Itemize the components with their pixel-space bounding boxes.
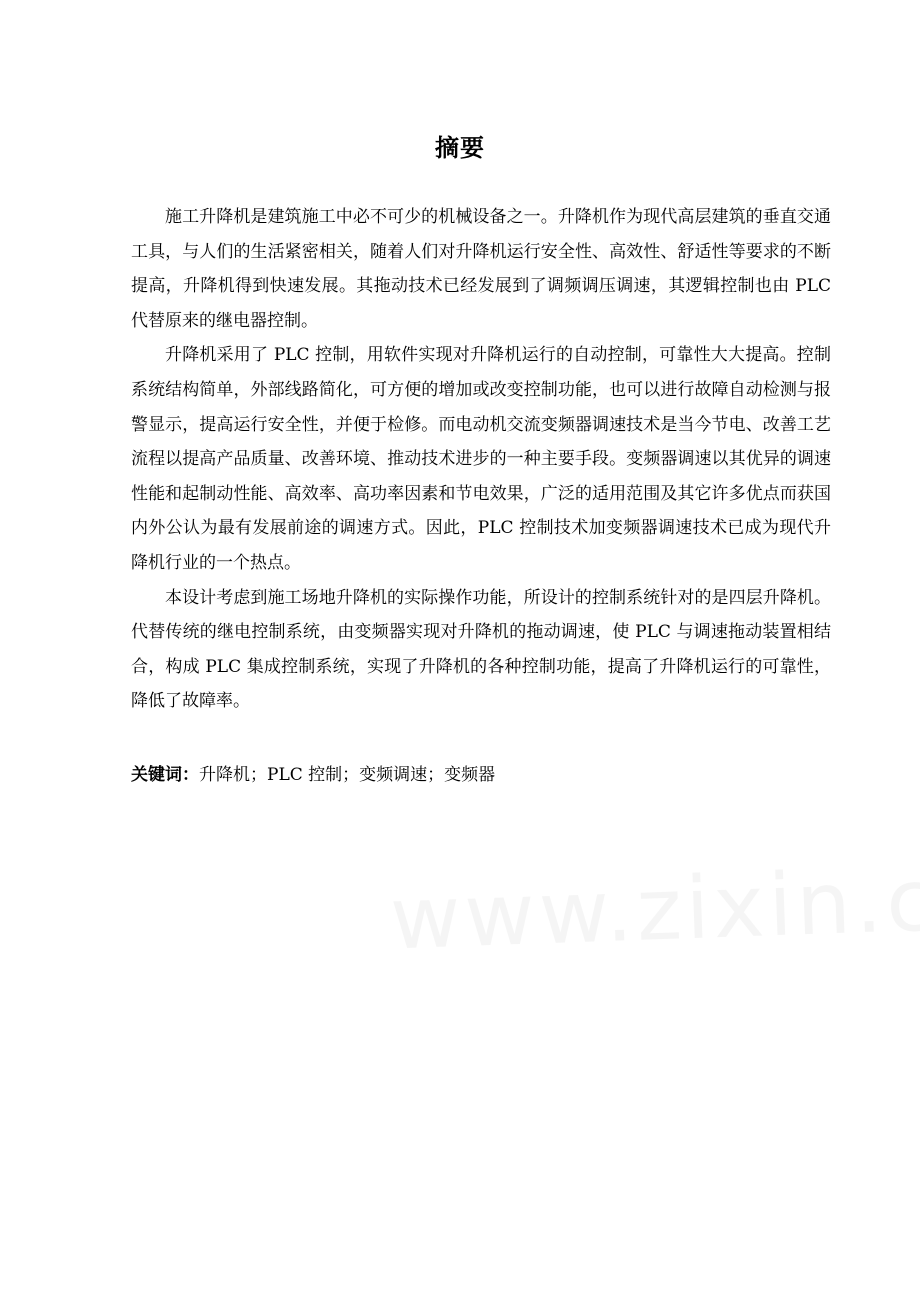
keywords-label: 关键词： — [131, 765, 199, 785]
abstract-paragraph-2: 升降机采用了 PLC 控制，用软件实现对升降机运行的自动控制，可靠性大大提高。控制系统结构简单，外部线路简化，可方便的增加或改变控制功能，也可以进行故障自动检测与报警显示，提高运行安全性，并便于检修。而电动机交流变频器调速技术是当今节电、改善工艺流程以提高产品质量、改善环境、推动技术进步的一种主要手段。变频器调速以其优异的调速性能和起制动性能、高效率、高功率因素和节电效果，广泛的适用范围及其它许多优点而获国内外公认为最有发展前途的调速方式。因此，PLC 控制技术加变频器调速技术已成为现代升降机行业的一个热点。 — [131, 345, 831, 573]
abstract-paragraph-1: 施工升降机是建筑施工中必不可少的机械设备之一。升降机作为现代高层建筑的垂直交通工具，与人们的生活紧密相关，随着人们对升降机运行安全性、高效性、舒适性等要求的不断提高，升降机得到快速发展。其拖动技术已经发展到了调频调压调速，其逻辑控制也由 PLC 代替原来的继电器控制。 — [131, 207, 831, 331]
page-title: 摘要 — [435, 134, 485, 162]
keywords-value: 升降机；PLC 控制；变频调速；变频器 — [199, 765, 496, 785]
abstract-body — [131, 200, 831, 719]
watermark-text — [389, 840, 920, 969]
keywords-line — [131, 758, 831, 792]
abstract-paragraph-3: 本设计考虑到施工场地升降机的实际操作功能，所设计的控制系统针对的是四层升降机。代替传统的继电控制系统，由变频器实现对升降机的拖动调速，使 PLC 与调速拖动装置相结合，构成 PLC 集成控制系统，实现了升降机的各种控制功能，提高了升降机运行的可靠性，降低了故障率。 — [131, 587, 831, 712]
